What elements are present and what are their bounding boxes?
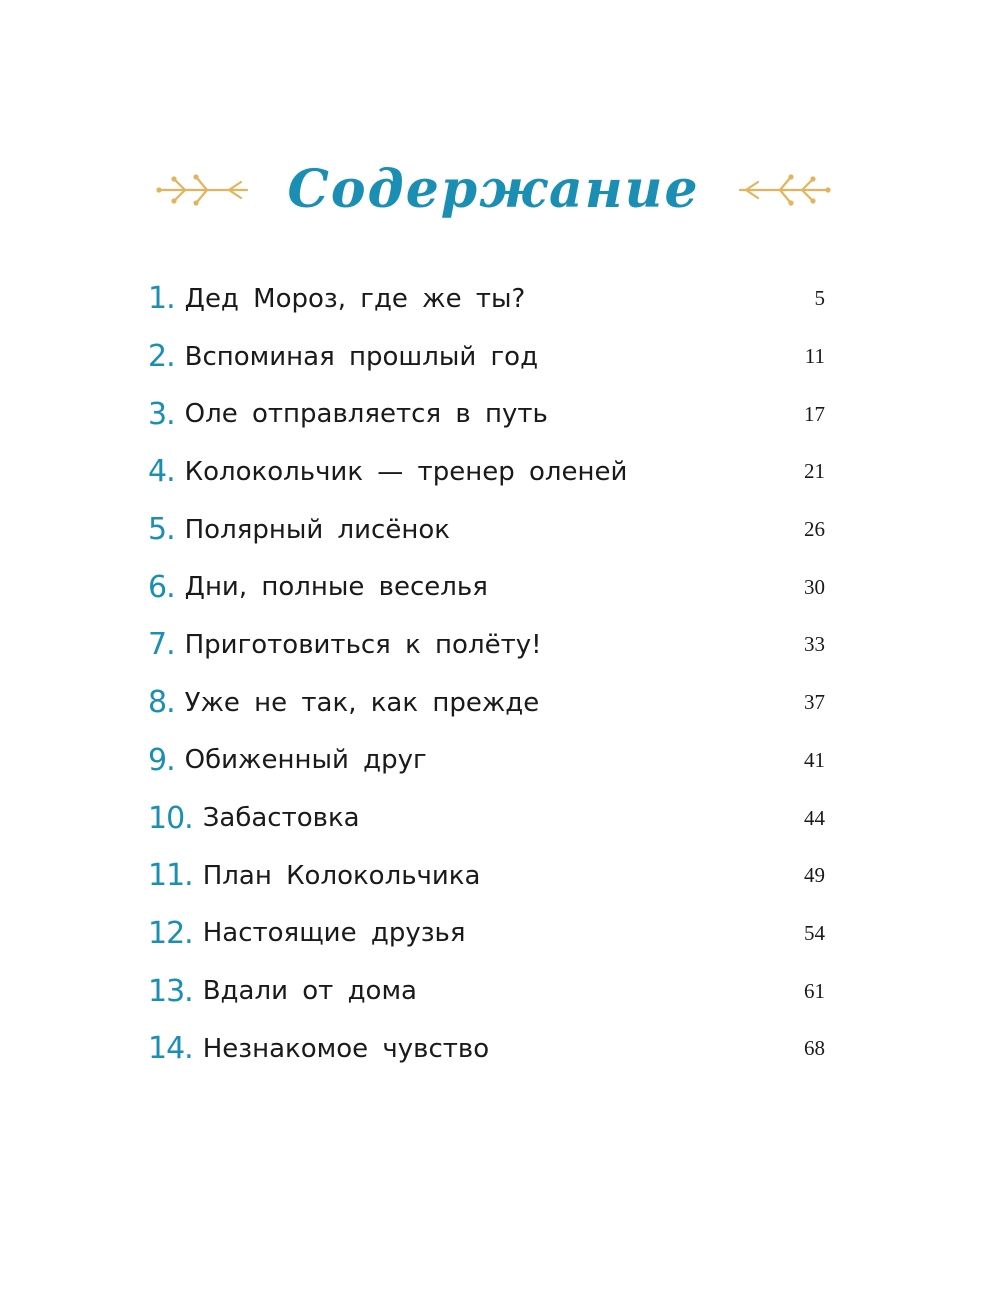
chapter-number: 1. xyxy=(148,281,175,317)
toc-entry[interactable] xyxy=(148,789,828,847)
chapter-number: 5. xyxy=(148,512,175,548)
page-number: 17 xyxy=(804,401,825,426)
chapter-number: 13. xyxy=(148,973,193,1009)
chapter-number: 7. xyxy=(148,627,175,663)
chapter-title: Настоящие друзья xyxy=(202,918,466,949)
toc-entry[interactable] xyxy=(148,674,828,732)
page-number: 49 xyxy=(804,863,825,888)
page-number: 21 xyxy=(804,459,825,484)
chapter-title: Уже не так, как прежде xyxy=(184,687,540,718)
toc-entry[interactable] xyxy=(148,443,828,501)
chapter-title: Колокольчик — тренер оленей xyxy=(184,456,628,487)
chapter-title: Оле отправляется в путь xyxy=(184,399,548,430)
sprig-icon-left xyxy=(155,168,251,212)
sprig-icon-right xyxy=(736,168,832,212)
page-number: 33 xyxy=(804,632,825,657)
page-number: 5 xyxy=(814,286,825,311)
page-number: 68 xyxy=(804,1036,825,1061)
sprig-icon xyxy=(736,168,832,212)
chapter-number: 4. xyxy=(148,454,175,490)
chapter-number: 6. xyxy=(148,569,175,605)
page-number: 26 xyxy=(804,517,825,542)
toc-entry[interactable] xyxy=(148,501,828,559)
chapter-title: Дед Мороз, где же ты? xyxy=(184,283,526,314)
chapter-number: 2. xyxy=(148,339,175,375)
toc-entry[interactable] xyxy=(148,270,828,328)
chapter-title: Вспоминая прошлый год xyxy=(184,341,539,372)
toc-entry[interactable] xyxy=(148,905,828,963)
chapter-title: Дни, полные веселья xyxy=(184,572,488,603)
chapter-number: 9. xyxy=(148,742,175,778)
chapter-number: 3. xyxy=(148,396,175,432)
page-number: 44 xyxy=(804,805,825,830)
toc-entry[interactable] xyxy=(148,1020,828,1078)
chapter-number: 12. xyxy=(148,915,193,951)
toc-entry[interactable] xyxy=(148,962,828,1020)
chapter-title: Полярный лисёнок xyxy=(184,514,450,545)
page-number: 54 xyxy=(804,920,825,945)
chapter-number: 10. xyxy=(148,800,193,836)
toc-entry[interactable] xyxy=(148,616,828,674)
sprig-icon xyxy=(155,168,251,212)
chapter-title: Приготовиться к полёту! xyxy=(184,629,542,660)
page-number: 41 xyxy=(804,747,825,772)
toc-entry[interactable] xyxy=(148,328,828,386)
toc-entry[interactable] xyxy=(148,732,828,790)
chapter-number: 11. xyxy=(148,858,193,894)
page-number: 30 xyxy=(804,574,825,599)
table-of-contents xyxy=(148,270,828,1078)
page-number: 37 xyxy=(804,690,825,715)
page-number: 61 xyxy=(804,978,825,1003)
chapter-number: 14. xyxy=(148,1031,193,1067)
chapter-title: Забастовка xyxy=(202,803,360,834)
contents-header xyxy=(0,145,987,235)
chapter-title: Обиженный друг xyxy=(184,745,427,776)
toc-entry[interactable] xyxy=(148,385,828,443)
page-title: Содержание xyxy=(287,159,700,220)
chapter-title: План Колокольчика xyxy=(202,860,481,891)
toc-entry[interactable] xyxy=(148,558,828,616)
chapter-number: 8. xyxy=(148,685,175,721)
chapter-title: Вдали от дома xyxy=(202,976,417,1007)
chapter-title: Незнакомое чувство xyxy=(202,1033,490,1064)
page-number: 11 xyxy=(804,344,825,369)
toc-entry[interactable] xyxy=(148,847,828,905)
